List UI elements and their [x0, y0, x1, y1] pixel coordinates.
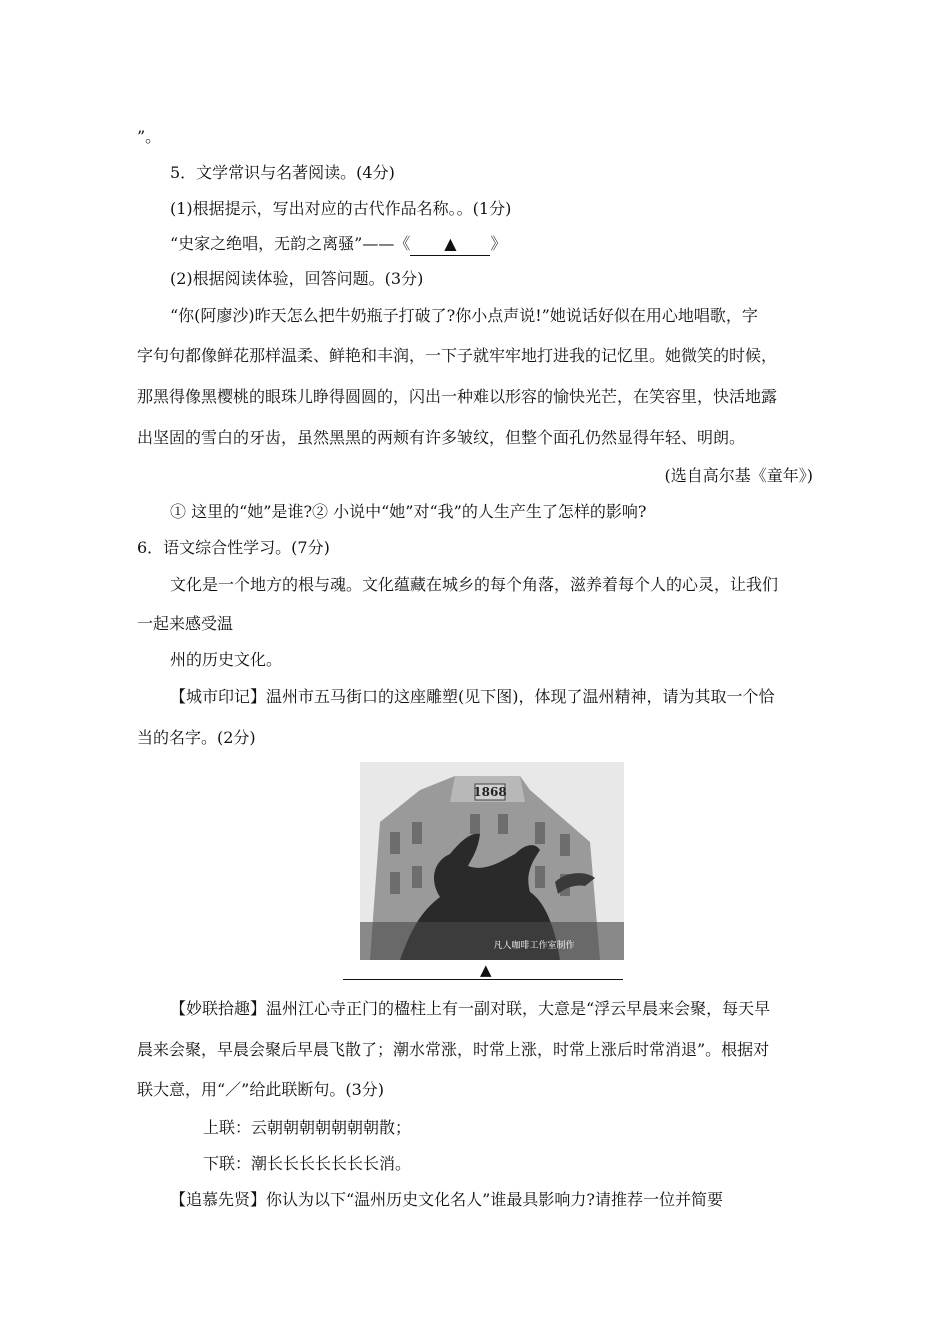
- passage-line: “你(阿廖沙)昨天怎么把牛奶瓶子打破了?你小点声说!”她说话好似在用心地唱歌，字: [170, 306, 758, 325]
- passage-line: 那黑得像黑樱桃的眼珠儿睁得圆圆的，闪出一种难以形容的愉快光芒，在笑容里，快活地露: [137, 387, 778, 406]
- intro-line: 一起来感受温: [137, 614, 234, 633]
- prompt-close: 》: [490, 234, 507, 253]
- photo-watermark: 凡人咖啡工作室制作: [493, 941, 575, 951]
- text-line: ”。: [137, 127, 162, 146]
- intro-line: 文化是一个地方的根与魂。文化蕴藏在城乡的每个角落，滋养着每个人的心灵，让我们: [170, 575, 779, 594]
- question-6-title: 6．语文综合性学习。(7分): [137, 538, 330, 557]
- intro-line: 州的历史文化。: [170, 650, 283, 669]
- question-5-2-sub: ① 这里的“她”是谁?② 小说中“她”对“我”的人生产生了怎样的影响?: [170, 502, 647, 521]
- question-5-title: 5．文学常识与名著阅读。(4分): [170, 163, 395, 182]
- building-year: 1868: [473, 785, 507, 799]
- passage-line: 出坚固的雪白的牙齿，虽然黑黑的两颊有许多皱纹，但整个面孔仍然显得年轻、明朗。: [137, 428, 746, 447]
- question-5-1: (1)根据提示，写出对应的古代作品名称。。(1分): [170, 199, 512, 218]
- couplet-line: 【妙联拾趣】温州江心寺正门的楹柱上有一副对联，大意是“浮云早晨来会聚，每天早: [170, 999, 771, 1018]
- passage-line: 字句句都像鲜花那样温柔、鲜艳和丰润，一下子就牢牢地打进我的记忆里。她微笑的时候，: [137, 346, 778, 365]
- sculpture-photo: [360, 762, 624, 960]
- triangle-mark: ▲: [444, 234, 457, 253]
- city-imprint-line: 【城市印记】温州市五马街口的这座雕塑(见下图)，体现了温州精神，请为其取一个恰: [170, 687, 775, 706]
- city-imprint-line: 当的名字。(2分): [137, 728, 256, 747]
- sculpture-image: [360, 762, 624, 960]
- couplet-line: 晨来会聚，早晨会聚后早晨飞散了；潮水常涨，时常上涨，时常上涨后时常消退”。根据对: [137, 1040, 770, 1059]
- caption-underline: [343, 979, 623, 980]
- upper-couplet: 上联：云朝朝朝朝朝朝朝散；: [203, 1118, 412, 1137]
- question-5-1-prompt: [170, 233, 506, 256]
- sages-line: 【追慕先贤】你认为以下“温州历史文化名人”谁最具影响力?请推荐一位并简要: [170, 1190, 723, 1209]
- prompt-text: “史家之绝唱，无韵之离骚”——《: [170, 234, 411, 253]
- couplet-line: 联大意，用“／”给此联断句。(3分): [137, 1080, 385, 1099]
- passage-source: (选自高尔基《童年》): [664, 466, 813, 485]
- answer-blank[interactable]: [410, 233, 490, 256]
- question-5-2: (2)根据阅读体验，回答问题。(3分): [170, 269, 424, 288]
- figure-caption-mark: ▲: [480, 961, 492, 979]
- lower-couplet: 下联：潮长长长长长长长消。: [203, 1154, 412, 1173]
